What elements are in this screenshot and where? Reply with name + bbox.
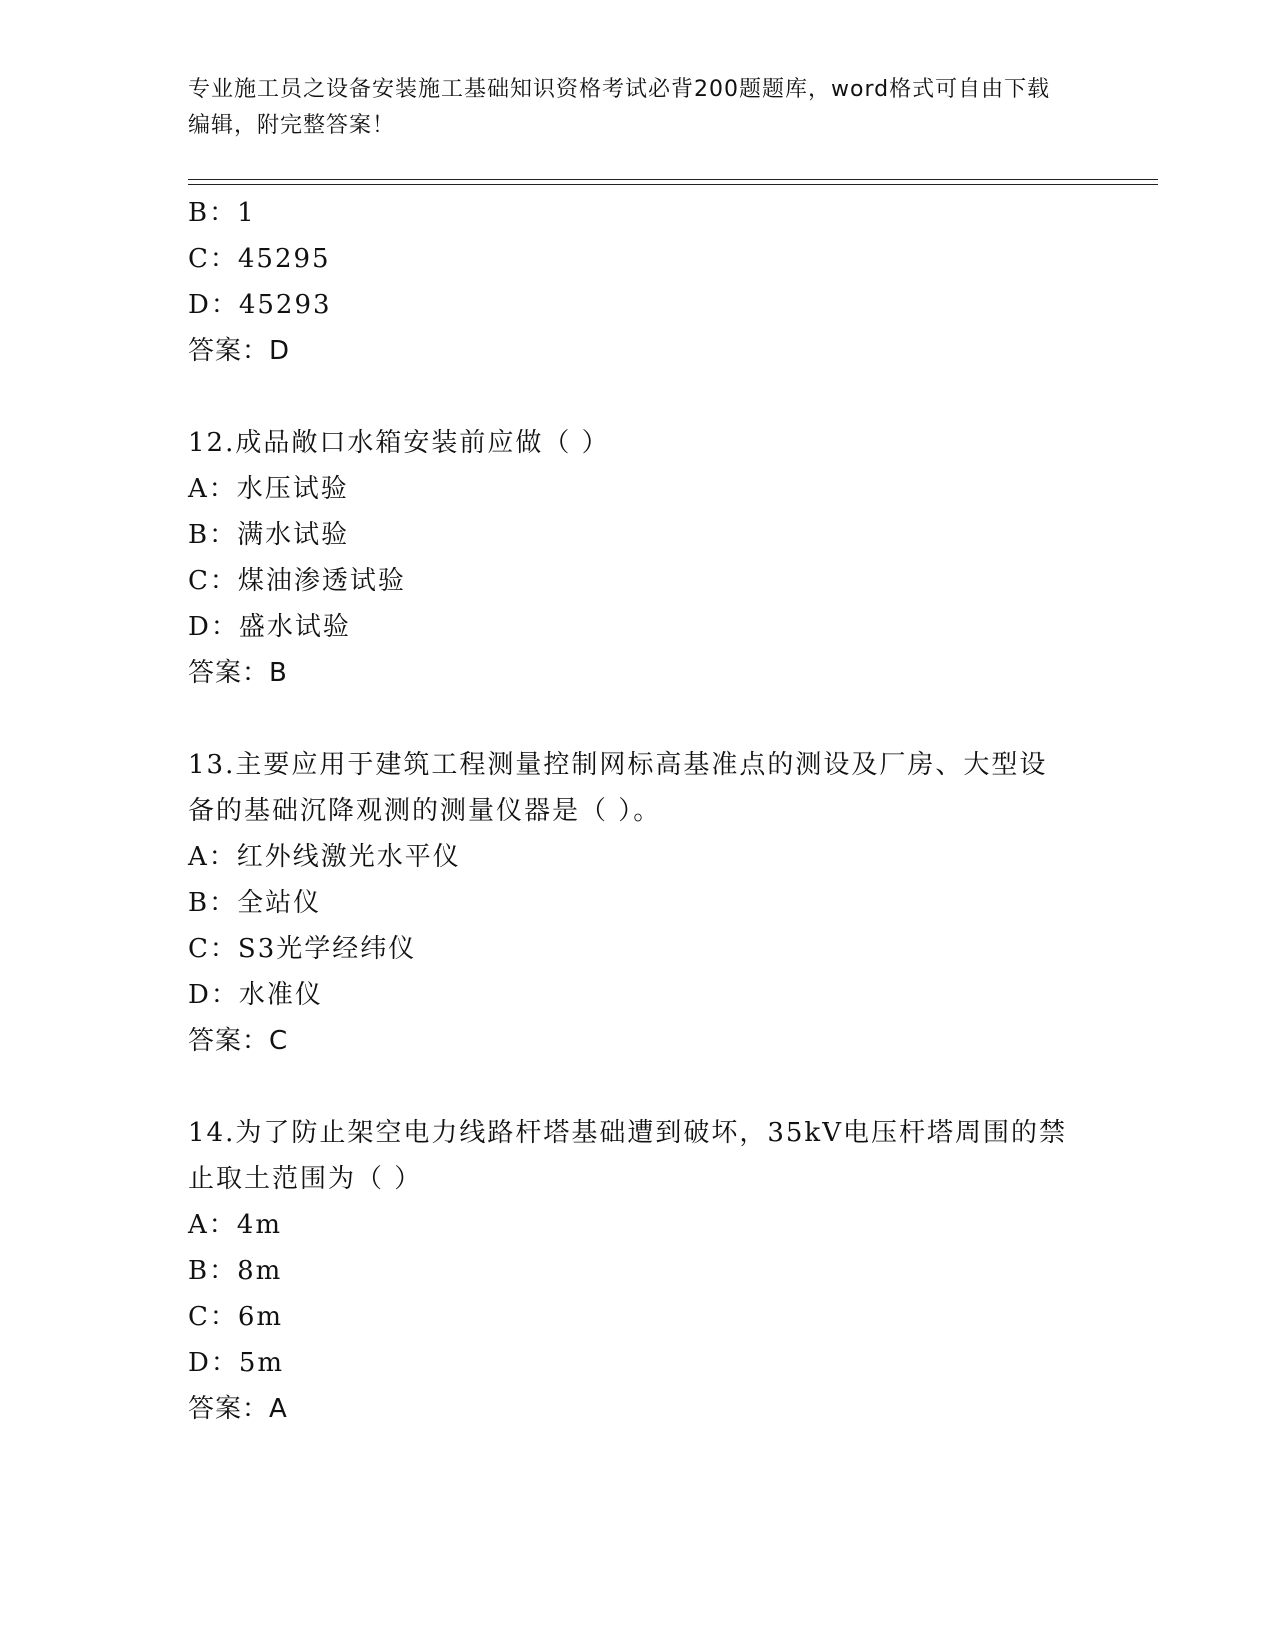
answer: 答案：C [188,1026,289,1056]
option-b: B：全站仪 [188,888,322,918]
option-d: D：5m [188,1348,285,1378]
header-divider-top [188,179,1158,180]
option-d: D：45293 [188,290,332,320]
option-d: D：水准仪 [188,980,323,1010]
option-a: A：水压试验 [188,474,349,504]
question-text-line-1: 14.为了防止架空电力线路杆塔基础遭到破坏，35kV电压杆塔周围的禁 [188,1118,1067,1148]
spacer [188,1064,1088,1110]
option-c: C：煤油渗透试验 [188,566,406,596]
header-divider-bottom [188,184,1158,185]
option-b: B：1 [188,198,256,228]
question-text: 12.成品敞口水箱安装前应做（ ） [188,428,610,458]
question-text-line-1: 13.主要应用于建筑工程测量控制网标高基准点的测设及厂房、大型设 [188,750,1048,780]
option-a: A：红外线激光水平仪 [188,842,461,872]
question-11-continued [188,190,1088,374]
option-a: A：4m [188,1210,282,1240]
option-b: B：8m [188,1256,283,1286]
spacer [188,696,1088,742]
question-list [188,190,1088,1432]
option-d: D：盛水试验 [188,612,351,642]
question-text-line-2: 止取土范围为（ ） [188,1164,423,1194]
answer: 答案：D [188,336,291,366]
document-header: 专业施工员之设备安装施工基础知识资格考试必背200题题库，word格式可自由下载编辑，附完整答案！ [188,77,1051,138]
question-14 [188,1110,1088,1432]
question-12 [188,420,1088,696]
option-c: C：45295 [188,244,331,274]
option-b: B：满水试验 [188,520,350,550]
spacer [188,374,1088,420]
option-c: C：6m [188,1302,284,1332]
answer: 答案：A [188,1394,288,1424]
question-text-line-2: 备的基础沉降观测的测量仪器是（ ）。 [188,796,662,826]
question-13 [188,742,1088,1064]
answer: 答案：B [188,658,288,688]
option-c: C：S3光学经纬仪 [188,934,417,964]
